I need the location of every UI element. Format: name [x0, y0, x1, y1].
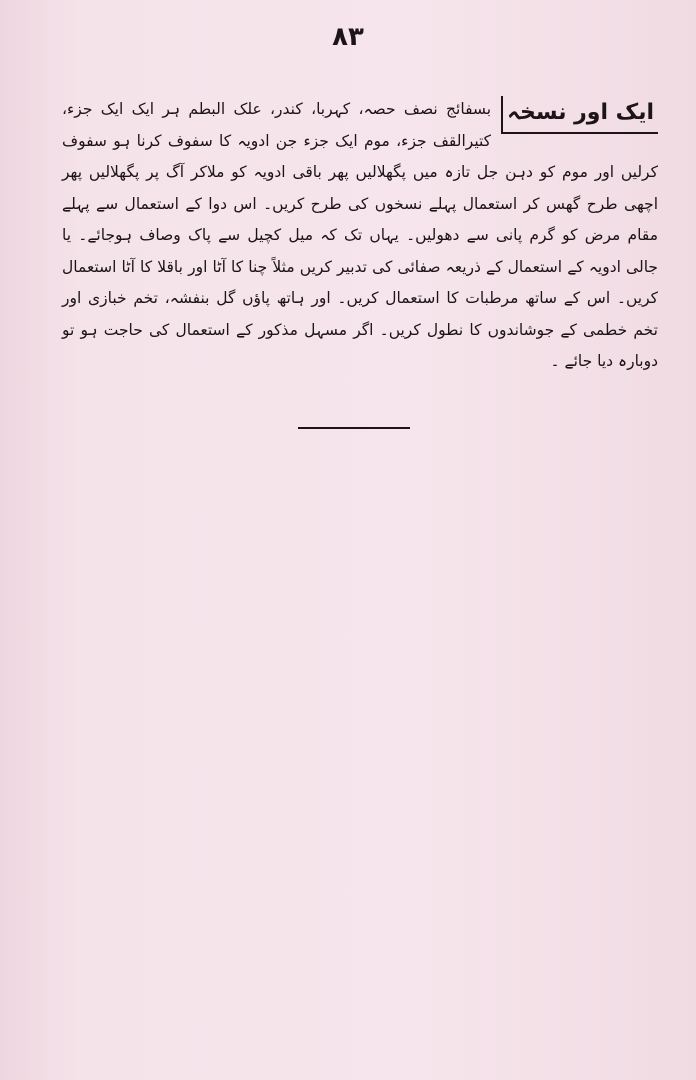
section-divider	[298, 427, 410, 429]
recipe-paragraph: بسفائج نصف حصہ، کہربا، کندر، علک البطم ہر ایک ایک جزء، کتیرالقف جزء، موم ایک جزء جن ادویہ کا سفوف کرنا ہو سفوف کرلیں اور موم کو دہن جل تازہ میں پگھلالیں پھر باقی ادویہ کو ملاکر آگ پر پگھلالیں پھر اچھی طرح گھس کر استعمال پہلے نسخوں کی طرح کریں۔ اس دوا کے استعمال سے پہلے مقام مرض کو گرم پانی سے دھولیں۔ یہاں تک کہ میل کچیل سے پاک وصاف ہوجائے۔ یا جالی ادویہ کے استعمال کے ذریعہ صفائی کی تدبیر کریں مثلاً چنا کا آٹا اور باقلا کا آٹا استعمال کریں۔ اس کے ساتھ مرطبات کا استعمال کریں۔ اور ہاتھ پاؤں گل بنفشہ، تخم خبازی اور تخم خطمی کے جوشاندوں کا نطول کریں۔ اگر مسہل مذکور کے استعمال کی حاجت ہو تو دوبارہ دیا جائے ۔	[62, 100, 658, 370]
recipe-heading: ایک اور نسخہ	[501, 96, 658, 134]
recipe-section	[62, 94, 658, 378]
page-number: ۸۳	[332, 22, 364, 52]
